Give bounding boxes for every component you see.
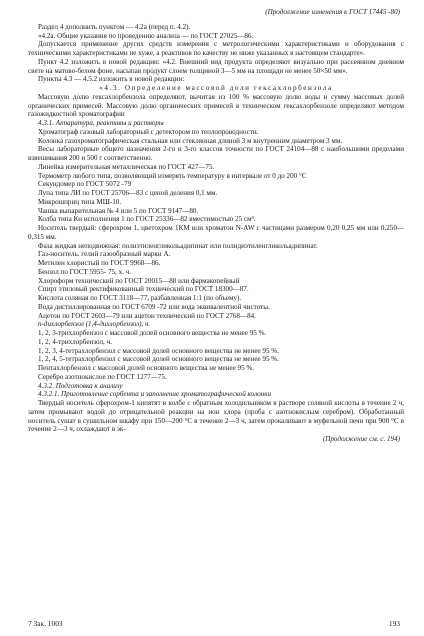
list-item: Пентахлорбензол с массовой долей основного вещества не менее 95 %.	[38, 364, 255, 372]
list-item: 1, 2, 3, 4-тетрахлорбензол с массовой долей основного вещества не менее 95 %.	[38, 346, 279, 355]
paragraph: Пункты 4.3 — 4.5.2 изложить в новой редакции:	[38, 75, 185, 84]
list-item: Лупа типа ЛИ по ГОСТ 25706—83 с ценой деления 0,1 мм.	[38, 189, 218, 197]
paragraph: Массовую долю гексахлорбензола определяют, вычитая из 100 % массовую долю воды и сумму массовых долей органических примесей. Массовую долю органических примесей в техническом гексахлорбензоле определяют методом газожидкостной хроматографии	[28, 92, 404, 119]
list-item: 1, 2, 4-трихлорбензол, ч.	[38, 337, 112, 346]
list-item: Спирт этиловый ректификованный технический по ГОСТ 18300—87.	[38, 285, 249, 294]
paragraph: Допускается применение других средств измерения с метрологическими характеристиками и оборудования с техническими характеристиками не хуже, а реактивов по качеству не ниже указанных в настоящем стандарте».	[28, 40, 404, 57]
list-item: Газ-носитель. гелий газообразный марки А.	[38, 250, 171, 259]
list-item: Линейка измерительная металлическая по ГОСТ 427—75.	[38, 162, 215, 171]
paragraph: Раздел 4 дополнить пунктом — 4.2а (перед п. 4.2).	[38, 22, 191, 31]
list-item: 1, 2, 3-трихлорбензол с массовой долей основного вещества не менее 95 %.	[38, 329, 267, 337]
page-footer	[28, 620, 400, 629]
list-item: 1, 2, 4, 5-тетрахлорбензол с массовой долей основного вещества не менее 95 %.	[38, 355, 279, 364]
list-item: Бензол по ГОСТ 5955- 75, х. ч.	[38, 267, 132, 276]
continuation-header: (Продолжение изменения к ГОСТ 17445 -80)	[265, 8, 400, 16]
list-item: Колба типа Кн исполнения 1 по ГОСТ 25336—82 вместимостью 25 см³.	[38, 215, 256, 224]
list-item: Кислота соляная по ГОСТ 3118—77, разбавленная 1:1 (по объему).	[38, 294, 242, 302]
paragraph: «4.2а. Общие указания по проведению анализа — по ГОСТ 27025—86.	[38, 31, 254, 40]
paragraph: Пункт 4.2 изложить в новой редакции: «4.2. Внешний вид продукта определяют визуально при рассеянном дневном свете на матово-белом фоне, насыпав продукт слоем толщиной 3—5 мм на площади не менее 50×50 мм».	[28, 57, 404, 75]
list-item: Весы лабораторные общего назначения 2-го и 3-го классов точности по ГОСТ 24104—88 с наибольшими пределами взвешивания 200 и 500 г соответственно.	[28, 145, 404, 162]
list-item: Носитель твердый: сферохром 1, цветохром 1КМ или хроматон N-AW с частицами размером 0,20 0,25 мм или 0,250—0,315 мм.	[28, 224, 404, 241]
list-item: Чашка выпарительная № 4 или 5 по ГОСТ 9147—80.	[38, 206, 199, 215]
order-number: 7 Зак. 1003	[28, 619, 63, 628]
list-item: Вода дистиллированная по ГОСТ 6709 -72 или вода эквивалентной чистоты.	[38, 302, 270, 311]
subsection-heading: 4.3.1. Аппаратура, реактивы и растворы	[38, 119, 164, 127]
continued-note: (Продолжение см. с. 194)	[322, 435, 400, 443]
list-item: Секундомер по ГОСТ 5072 -79	[38, 180, 132, 189]
list-item: n-дихлорбензол (1,4-дихлорбензол), ч.	[38, 320, 151, 329]
list-item: Хлороформ технический по ГОСТ 20015—88 или фармакопейный	[38, 276, 240, 285]
list-item: Термометр любого типа, позволяющий измерять температуру в интервале от 0 до 200 °С	[38, 171, 307, 180]
list-item: Ацетон по ГОСТ 2603—79 или ацетон технический по ГОСТ 2768—84.	[38, 311, 256, 320]
page-number: 193	[388, 619, 400, 628]
section-title: «4.3. Определение массовой доли гексахлорбензола	[99, 84, 333, 92]
list-item: Хроматограф газовый лабораторный с детектором по теплопроводности.	[38, 127, 259, 136]
subsection-heading: 4.3.2. Подготовка к анализу	[38, 381, 123, 390]
list-item: Серебро азотнокислое по ГОСТ 1277—75.	[38, 372, 167, 381]
paragraph: Твердый носитель сферохром-1 кипятят в колбе с обратным холодильником в растворе соляной кислоты в течение 2 ч, затем промывают водой до отрицательной реакции на ион хлора (проба с азотнокислым серебром). Обработанный носитель сушат в сушильном шкафу при 150—200 °С в течение 2—3 ч, затем прокаливают в муфельной печи при 900 °С в течение 2—3 ч, охлаждают в эк-	[28, 399, 404, 434]
list-item: Микрошприц типа МШ-10.	[38, 197, 122, 206]
subsection-heading: 4.3.2.1. Приготовление сорбента и заполнение хроматографической колонки	[38, 390, 272, 399]
list-item: Фаза жидкая неподвижная: полиэтиленгликольадипинат или полидиэтиленгликольадипинат.	[38, 241, 318, 250]
list-item: Метилен хлористый по ГОСТ 9968—86.	[38, 259, 161, 267]
list-item: Колонка газохроматографическая стальная или стеклянная длиной 3 м внутренним диаметром 3 мм.	[38, 136, 343, 145]
